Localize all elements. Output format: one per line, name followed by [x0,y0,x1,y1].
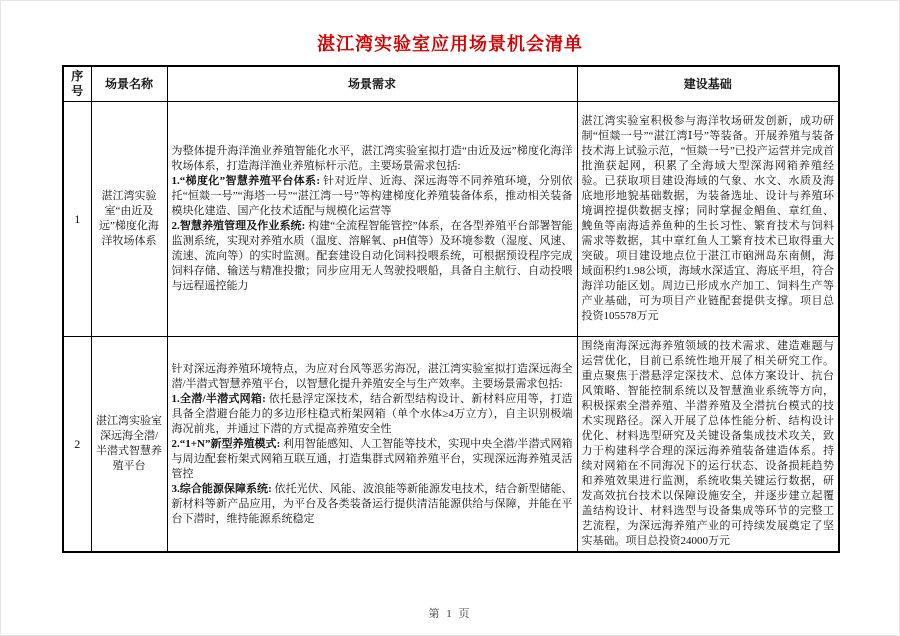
table-row [63,337,839,553]
table-header-row [63,66,839,102]
scene-requirement [167,337,577,553]
requirement-item-label: 1.全潜/半潜式网箱: [171,392,269,405]
requirement-item-label: 1.“梯度化”智慧养殖平台体系: [171,175,324,187]
requirement-item: 2.智慧养殖管理及作业系统: 构建“全流程智能管控”体系，在各型养殖平台部署智能监测系统，实现对养殖水质（温度、溶解氧、pH值等）及环境参数（湿度、风速、流速、流向等）的实时监测。配套建设自动化饲料投喂系统，可根据预设程序完成饲料存储、输送与精准投撒；同步应用无人驾驶投喂船，具备自主航行、自动投喂与远程遥控能力 [171,220,573,292]
construction-basis: 围绕南海深远海养殖领域的技术需求、建造难题与运营优化，目前已系统性地开展了相关研究工作。重点聚焦于潜悬浮定深技术、总体方案设计、抗台风策略、智能控制系统以及智慧渔业系统等方向，积极探索全潜养殖、半潜养殖及全潜抗台模式的技术实现路径。深入开展了总体性能分析、结构设计优化、材料选型研究及关键设备集成技术攻关，致力于构建科学合理的深远海养殖装备建造体系。持续对网箱在不同海况下的运行状态、设备损耗趋势和养殖效果进行监测，系统收集关键运行数据，研发高效抗台技术以保障设施安全，并逐步建立起覆盖结构设计、材料选型与设备集成等环节的完整工艺流程，为深远海养殖产业的可持续发展奠定了坚实基础。项目总投资24000万元 [577,337,839,553]
requirement-item: 2.“1+N”新型养殖模式: 利用智能感知、人工智能等技术，实现中央全潜/半潜式网箱与周边配套桁架式网箱互联互通，打造集群式网箱养殖平台，实现深远海养殖灵活管控 [171,437,573,480]
requirement-item: 1.“梯度化”智慧养殖平台体系: 针对近岸、近海、深远海等不同养殖环境，分别依托“恒燚一号”“海塔一号”“湛江湾一号”等构建梯度化养殖装备体系，推动相关装备模块化建造、国产化技术适配与规模化运营等 [171,175,573,217]
row-number: 1 [63,102,91,337]
requirement-intro: 为整体提升海洋渔业养殖智能化水平，湛江湾实验室拟打造“由近及远”梯度化海洋牧场体系，打造海洋渔业养殖标杆示范。主要场景需求包括: [171,145,573,172]
page-footer: 第 1 页 [428,608,472,620]
requirement-item-label: 2.智慧养殖管理及作业系统: [171,220,309,232]
column-header-name: 场景名称 [91,66,167,102]
requirement-intro: 针对深远海养殖环境特点，为应对台风等恶劣海况，湛江湾实验室拟打造深远海全潜/半潜式智慧养殖平台，以智慧化提升养殖安全与生产效率。主要场景需求包括: [171,362,573,390]
opportunity-table [62,65,840,553]
requirement-item: 3.综合能源保障系统: 依托光伏、风能、波浪能等新能源发电技术，结合新型储能、新材料等新产品应用，为平台及各类装备运行提供清洁能源供给与保障，并能在平台下潜时，维持能源系统稳定 [171,482,573,525]
requirement-item-label: 3.综合能源保障系统: [171,482,275,495]
column-header-requirement: 场景需求 [167,66,577,102]
scene-name: 湛江湾实验室“由近及远”梯度化海洋牧场体系 [91,102,167,337]
table-row [63,102,839,337]
requirement-item-label: 2.“1+N”新型养殖模式: [171,437,284,450]
column-header-basis: 建设基础 [577,66,839,102]
scene-requirement [167,102,577,337]
scene-name: 湛江湾实验室深远海全潜/半潜式智慧养殖平台 [91,337,167,553]
construction-basis: 湛江湾实验室积极参与海洋牧场研发创新，成功研制“恒燚一号”“湛江湾Ⅰ号”等装备。开展养殖与装备技术海上试验示范，“恒燚一号”已投产运营并完成首批渔获起网，积累了全海域大型深海网箱养殖经验。已获取项目建设海域的气象、水文、水质及海底地形地貌基础数据，为装备选址、设计与养殖环境调控提供数据支撑；同时掌握金鲳鱼、章红鱼、鮸鱼等南海适养鱼种的生长习性、繁育技术与饲料需求等数据，其中章红鱼人工繁育技术已取得重大突破。项目建设地点位于湛江市硇洲岛东南侧，海域面积约1.98公顷，海域水深适宜、海底平坦，符合海洋功能区划。周边已形成水产加工、饲料生产等产业基础，可为项目产业链配套提供支撑。项目总投资105578万元 [577,102,839,337]
row-number: 2 [63,337,91,553]
column-header-no: 序号 [63,66,91,102]
requirement-item: 1.全潜/半潜式网箱: 依托悬浮定深技术，结合新型结构设计、新材料应用等，打造具备全潜避台能力的多边形柱稳式桁架网箱（单个水体≥4万立方），自主识别极端海况前兆，并通过下潜的方式提高养殖安全性 [171,392,573,435]
page-title: 湛江湾实验室应用场景机会清单 [317,34,583,54]
